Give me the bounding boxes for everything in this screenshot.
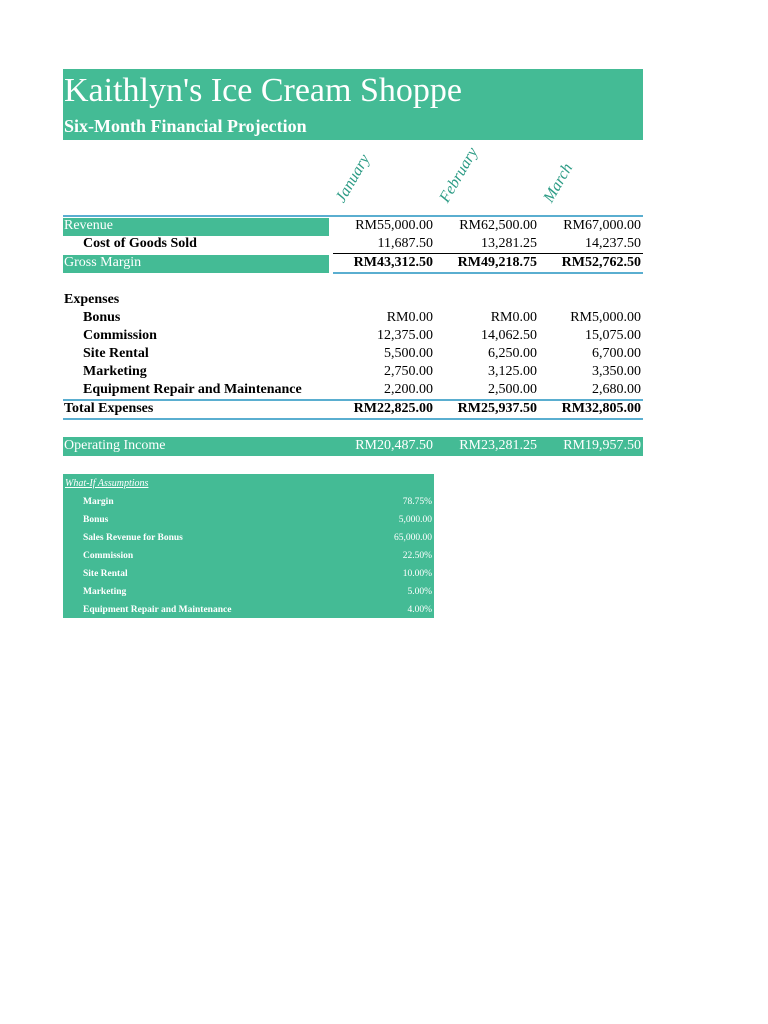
what-if-title[interactable]: What-If Assumptions [65, 478, 149, 489]
expense-label-marketing: Marketing [83, 364, 147, 379]
expense-site-rental-january: 5,500.00 [384, 346, 433, 361]
operating-income-march: RM19,957.50 [563, 438, 641, 453]
expense-equipment-february: 2,500.00 [488, 382, 537, 397]
expense-commission-march: 15,075.00 [585, 328, 641, 343]
what-if-label-margin: Margin [83, 497, 114, 507]
gross-margin-rule [333, 272, 643, 274]
header-rule [63, 215, 643, 217]
revenue-january: RM55,000.00 [355, 218, 433, 233]
total-expenses-row [63, 401, 643, 419]
what-if-row [63, 569, 434, 585]
what-if-label-equipment: Equipment Repair and Maintenance [83, 605, 232, 615]
expense-bonus-january: RM0.00 [386, 310, 433, 325]
month-header-march: March [540, 160, 577, 206]
expense-marketing-february: 3,125.00 [488, 364, 537, 379]
expense-label-site-rental: Site Rental [83, 346, 149, 361]
cogs-underline [333, 253, 643, 254]
what-if-label-commission: Commission [83, 551, 134, 561]
what-if-label-marketing: Marketing [83, 587, 127, 597]
total-expenses-february: RM25,937.50 [457, 401, 537, 416]
what-if-row [63, 551, 434, 567]
total-expenses-label: Total Expenses [64, 401, 154, 416]
what-if-value-commission[interactable]: 22.50% [402, 551, 432, 561]
revenue-row [63, 218, 643, 236]
what-if-label-sales-revenue: Sales Revenue for Bonus [83, 533, 183, 543]
expense-label-bonus: Bonus [83, 310, 121, 325]
cogs-label: Cost of Goods Sold [83, 236, 197, 251]
operating-income-february: RM23,281.25 [459, 438, 537, 453]
expense-row [63, 382, 643, 400]
total-expenses-march: RM32,805.00 [561, 401, 641, 416]
expense-commission-january: 12,375.00 [377, 328, 433, 343]
month-header-february: February [436, 144, 482, 206]
total-expenses-rule [63, 418, 643, 420]
operating-income-row [63, 437, 643, 456]
expense-label-commission: Commission [83, 328, 157, 343]
total-expenses-january: RM22,825.00 [353, 401, 433, 416]
what-if-label-bonus: Bonus [83, 515, 109, 525]
operating-income-label: Operating Income [64, 438, 166, 453]
revenue-february: RM62,500.00 [459, 218, 537, 233]
expense-marketing-march: 3,350.00 [592, 364, 641, 379]
expense-site-rental-march: 6,700.00 [592, 346, 641, 361]
what-if-value-sales-revenue[interactable]: 65,000.00 [394, 533, 432, 543]
what-if-row [63, 533, 434, 549]
expense-commission-february: 14,062.50 [481, 328, 537, 343]
page-title: Kaithlyn's Ice Cream Shoppe [64, 72, 462, 109]
gross-margin-january: RM43,312.50 [353, 255, 433, 270]
page-subtitle: Six-Month Financial Projection [64, 116, 307, 136]
what-if-row [63, 605, 434, 621]
gross-margin-february: RM49,218.75 [457, 255, 537, 270]
what-if-panel [63, 474, 434, 618]
revenue-march: RM67,000.00 [563, 218, 641, 233]
what-if-row [63, 587, 434, 603]
expense-row [63, 310, 643, 328]
cogs-march: 14,237.50 [585, 236, 641, 251]
expense-label-equipment: Equipment Repair and Maintenance [83, 382, 302, 397]
month-header-january: January [332, 151, 374, 206]
expense-bonus-march: RM5,000.00 [570, 310, 641, 325]
gross-margin-march: RM52,762.50 [561, 255, 641, 270]
what-if-value-margin[interactable]: 78.75% [402, 497, 432, 507]
expense-site-rental-february: 6,250.00 [488, 346, 537, 361]
gross-margin-row [63, 255, 643, 273]
expenses-heading: Expenses [64, 292, 120, 307]
gross-margin-label: Gross Margin [64, 255, 142, 270]
expense-row [63, 364, 643, 382]
what-if-row [63, 497, 434, 513]
what-if-value-marketing[interactable]: 5.00% [407, 587, 432, 597]
expense-row [63, 346, 643, 364]
expenses-heading-row [63, 292, 643, 310]
what-if-label-site-rental: Site Rental [83, 569, 128, 579]
what-if-value-bonus[interactable]: 5,000.00 [398, 515, 432, 525]
cogs-february: 13,281.25 [481, 236, 537, 251]
operating-income-january: RM20,487.50 [355, 438, 433, 453]
expense-marketing-january: 2,750.00 [384, 364, 433, 379]
expense-equipment-march: 2,680.00 [592, 382, 641, 397]
what-if-value-site-rental[interactable]: 10.00% [402, 569, 432, 579]
expense-equipment-january: 2,200.00 [384, 382, 433, 397]
expense-bonus-february: RM0.00 [490, 310, 537, 325]
expense-row [63, 328, 643, 346]
what-if-value-equipment[interactable]: 4.00% [407, 605, 432, 615]
cogs-row [63, 236, 643, 254]
cogs-january: 11,687.50 [377, 236, 433, 251]
what-if-row [63, 515, 434, 531]
revenue-label: Revenue [64, 218, 113, 233]
